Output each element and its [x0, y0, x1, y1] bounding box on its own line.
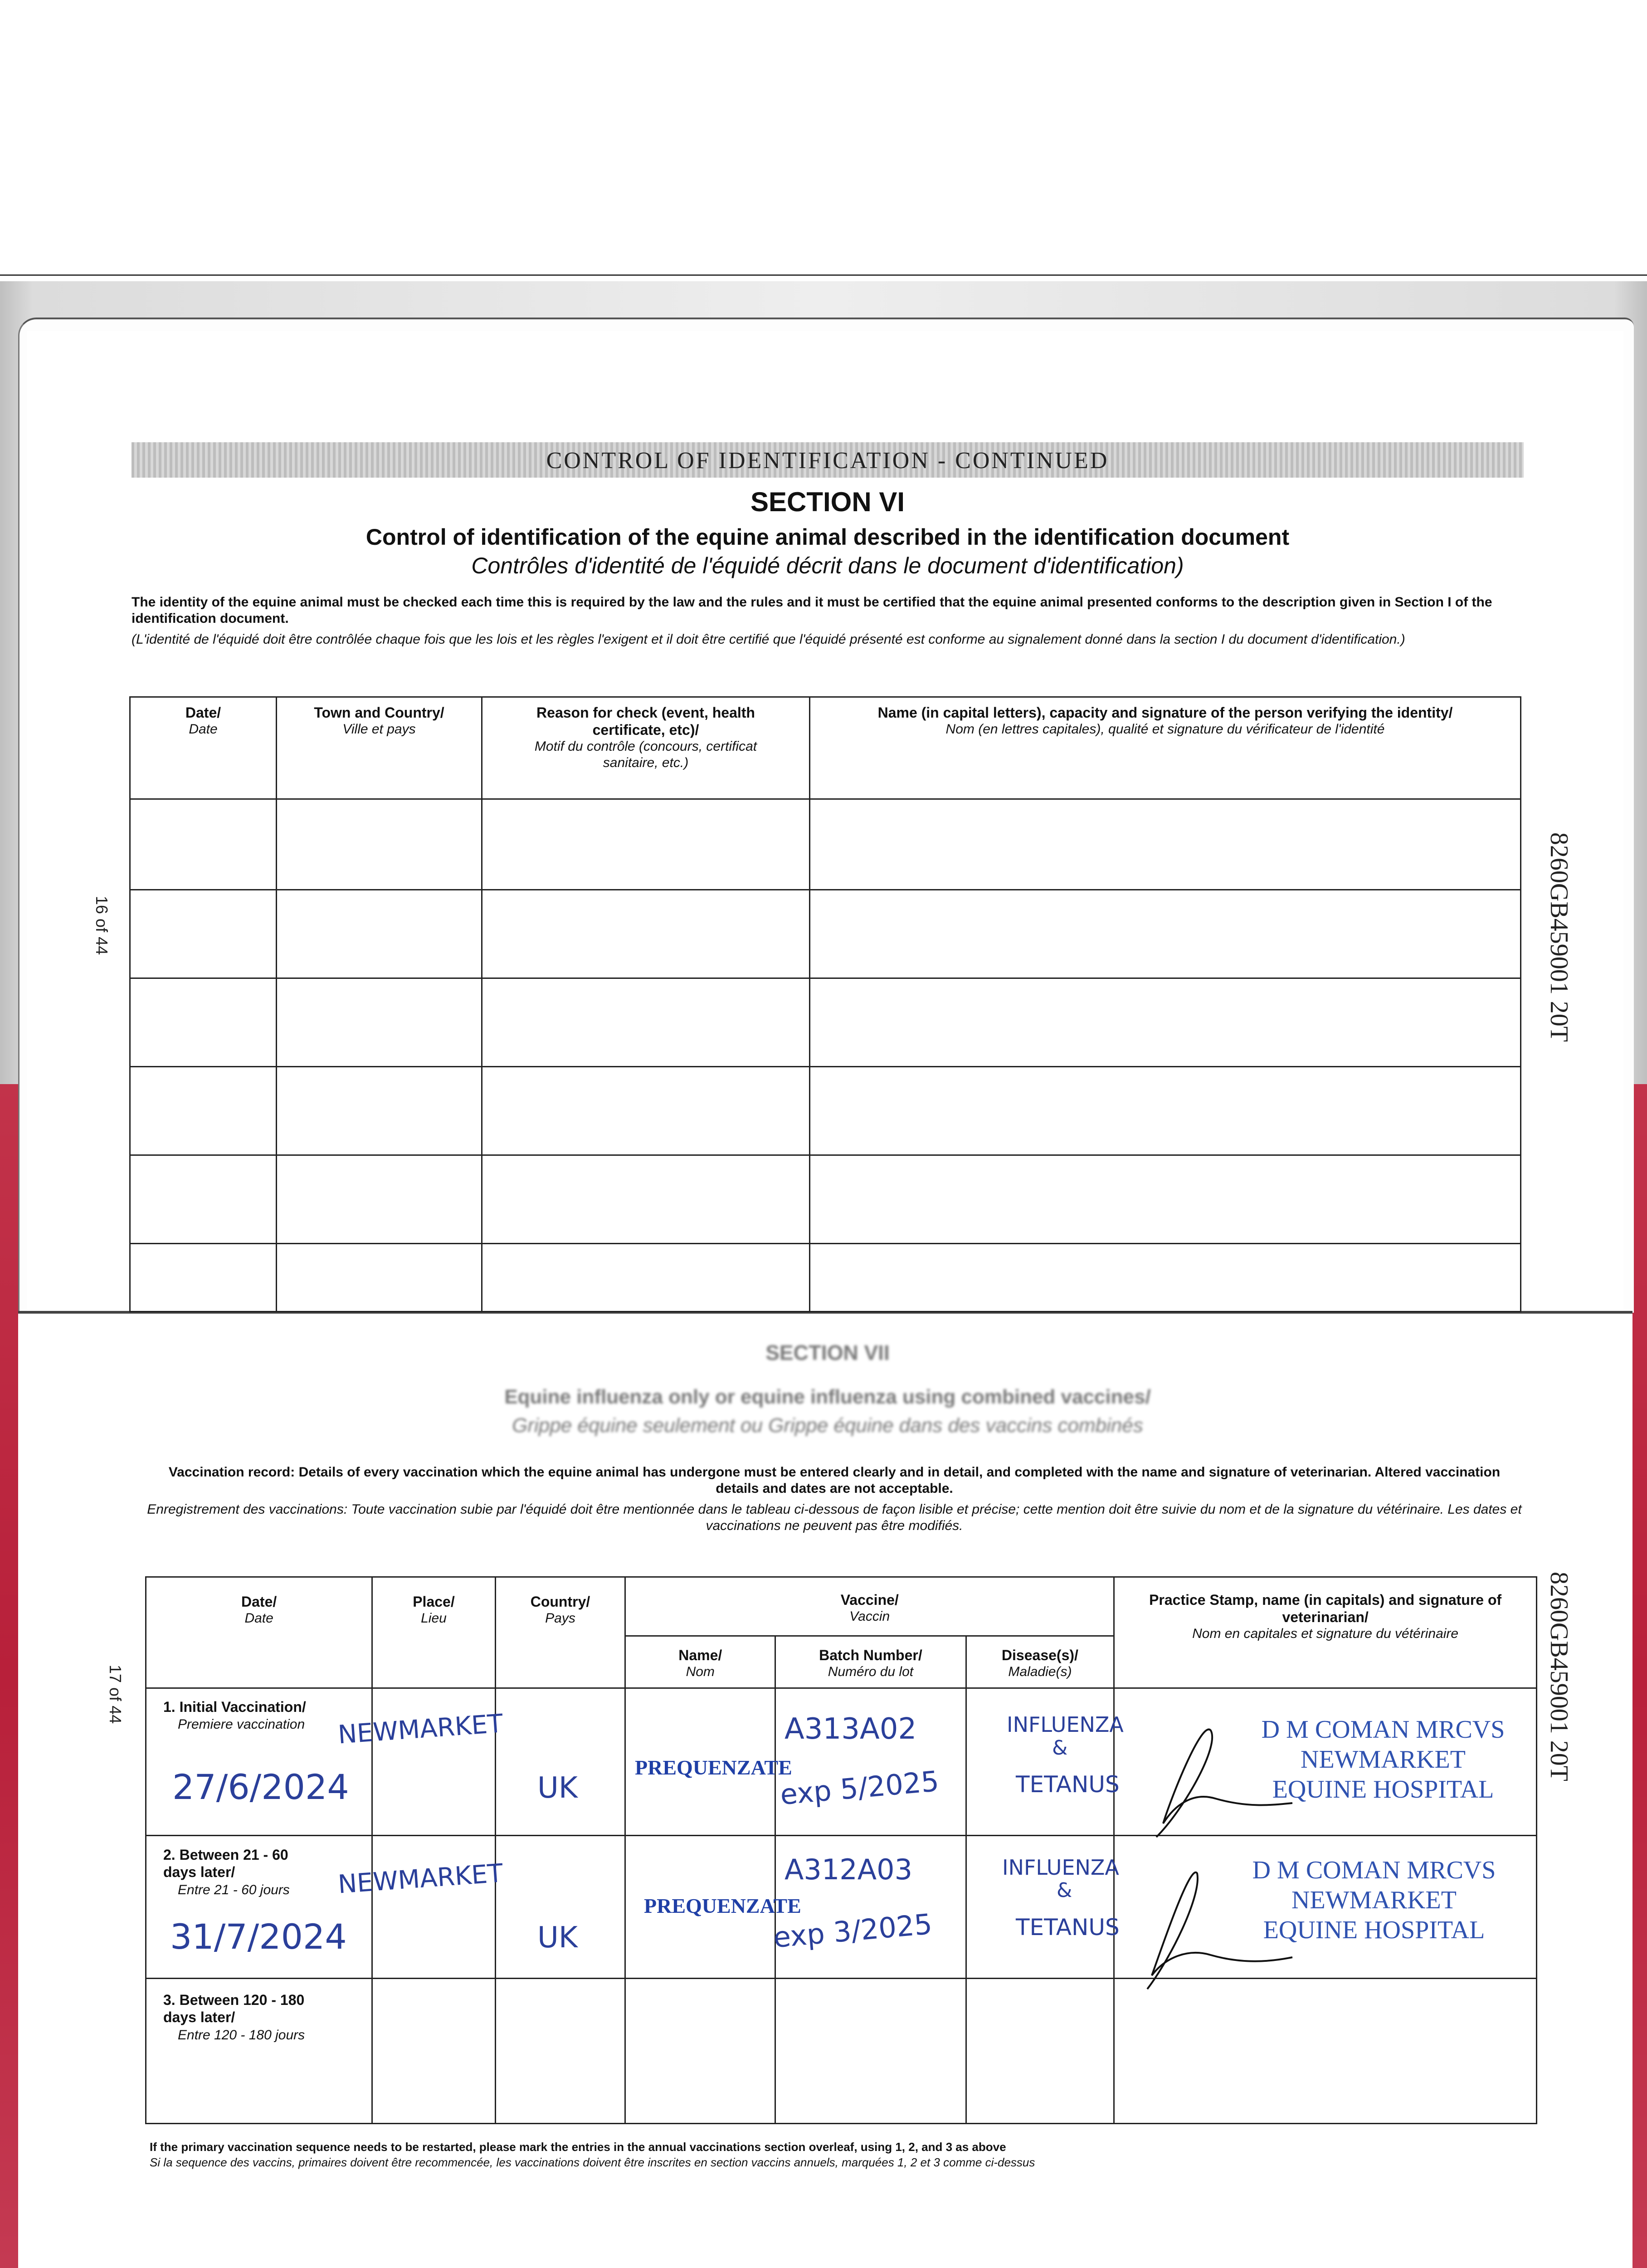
col-country-fr: Pays [545, 1611, 575, 1626]
row2-date: 31/7/2024 [170, 1916, 347, 1957]
cover-edge [0, 274, 1647, 284]
row1-ampersand: & [1052, 1736, 1068, 1760]
col-vaccine [625, 1577, 1114, 1636]
col-verifier-en: Name (in capital letters), capacity and signature of the person verifying the identity/ [877, 704, 1453, 721]
col-country-en: Country/ [530, 1593, 590, 1610]
stamp-line: EQUINE HOSPITAL [1272, 1775, 1494, 1804]
col-vaccine-en: Vaccine/ [840, 1592, 899, 1608]
row1-batch: A313A02 [785, 1712, 917, 1746]
row2-disease-1: INFLUENZA [1002, 1855, 1119, 1880]
col-vaccine-name [625, 1636, 775, 1688]
col-disease-fr: Maladie(s) [1008, 1664, 1072, 1679]
row3-label-fr: Entre 120 - 180 jours [178, 2028, 305, 2043]
row2-ampersand: & [1057, 1879, 1072, 1902]
col-vacc-date [146, 1577, 372, 1688]
section-vii-intro: Vaccination record: Details of every vaccination which the equine animal has undergone must be entered clearly and in detail, and completed with the name and signature of veterinarian. Altered vaccination details and dates are not acceptable. [168, 1465, 1501, 1496]
col-town [277, 697, 482, 799]
row2-disease-2: TETANUS [1016, 1914, 1120, 1941]
col-place-en: Place/ [413, 1593, 455, 1610]
row1-date: 27/6/2024 [172, 1767, 349, 1807]
col-vet-en: Practice Stamp, name (in capitals) and signature of veterinarian/ [1149, 1592, 1502, 1625]
section-vi-title-fr: Contrôles d'identité de l'équidé décrit dans le document d'identification) [471, 553, 1184, 578]
row2-label-fr: Entre 21 - 60 jours [178, 1882, 290, 1897]
stamp-line: NEWMARKET [1301, 1745, 1466, 1774]
stamp-line: D M COMAN MRCVS [1261, 1716, 1505, 1744]
row3-label: 3. Between 120 - 180 days later/ [163, 1992, 305, 2025]
section-vi-intro: The identity of the equine animal must be checked each time this is required by the law and the rules and it must be certified that the equine animal presented conforms to the description given in Section I of the identification document. [132, 595, 1492, 626]
background-top [0, 0, 1647, 290]
row2-place: NEWMARKET [337, 1858, 504, 1900]
footer-note-fr: Si la sequence des vaccins, primaires doivent être recommencée, les vaccinations doivent être inscrites en section vaccins annuels, marquées 1, 2 et 3 comme ci-dessus [150, 2156, 1035, 2169]
stamp-line: NEWMARKET [1291, 1886, 1457, 1914]
page-number-16: 16 of 44 [93, 896, 111, 955]
col-country [495, 1577, 625, 1688]
col-place-fr: Lieu [421, 1611, 447, 1626]
vet-signature-2 [1134, 1860, 1306, 1996]
identity-check-table [129, 696, 1521, 1312]
vaccination-table [145, 1576, 1537, 2124]
col-verifier-fr: Nom (en lettres capitales), qualité et signature du vérificateur de l'identité [945, 722, 1385, 737]
table-row [130, 890, 1521, 978]
col-vet [1114, 1577, 1537, 1688]
section-vii-intro-fr: Enregistrement des vaccinations: Toute vaccination subie par l'équidé doit être mentionnée dans le tableau ci-dessous de façon lisible et précise; cette mention doit être suivie du nom et de la signature du vétérinaire. Les dates et vaccinations ne peuvent pas être modifiés. [147, 1502, 1522, 1533]
row1-expiry: exp 5/2025 [779, 1764, 940, 1812]
col-town-en: Town and Country/ [314, 704, 444, 721]
page-number-17: 17 of 44 [106, 1665, 125, 1724]
col-batch-en: Batch Number/ [819, 1647, 922, 1663]
table-row [130, 978, 1521, 1067]
col-town-fr: Ville et pays [342, 722, 416, 737]
row1-disease-2: TETANUS [1016, 1771, 1120, 1798]
row1-label: 1. Initial Vaccination/ [163, 1699, 306, 1715]
col-vaccine-fr: Vaccin [849, 1609, 890, 1624]
row1-vaccine-name: PREQUENZATE [635, 1756, 792, 1779]
row1-label-fr: Premiere vaccination [178, 1717, 305, 1732]
col-vacc-date-en: Date/ [241, 1593, 277, 1610]
col-disease [966, 1636, 1114, 1688]
stamp-line: EQUINE HOSPITAL [1263, 1916, 1485, 1944]
col-vaccine-name-fr: Nom [686, 1664, 715, 1679]
table-row [130, 1244, 1521, 1312]
col-vacc-date-fr: Date [244, 1611, 273, 1626]
table-row [130, 799, 1521, 890]
table-row [146, 1979, 1537, 2124]
banner-title: CONTROL OF IDENTIFICATION - CONTINUED [546, 448, 1109, 474]
vet-signature-1 [1143, 1719, 1315, 1846]
section-vii-title-fr: Grippe équine seulement ou Grippe équine dans des vaccins combinés [512, 1414, 1143, 1437]
section-vi-title: Control of identification of the equine animal described in the identification document [365, 524, 1290, 550]
passport-number-top: 8260GB459001 20T [1545, 832, 1573, 1042]
row1-place: NEWMARKET [337, 1709, 504, 1750]
col-date-fr: Date [189, 722, 218, 737]
col-reason-fr: Motif du contrôle (concours, certificat sanitaire, etc.) [534, 739, 757, 770]
col-date-en: Date/ [185, 704, 221, 721]
col-place [372, 1577, 495, 1688]
section-vii-title: Equine influenza only or equine influenza using combined vaccines/ [504, 1386, 1151, 1408]
row2-label: 2. Between 21 - 60 days later/ [163, 1847, 288, 1880]
row2-batch: A312A03 [785, 1853, 913, 1886]
section-vii-heading: SECTION VII [765, 1341, 890, 1364]
row2-country: UK [537, 1921, 578, 1955]
col-vaccine-name-en: Name/ [678, 1647, 722, 1663]
col-date [130, 697, 277, 799]
stamp-line: D M COMAN MRCVS [1252, 1856, 1496, 1884]
table-row [130, 1067, 1521, 1155]
section-vi-intro-fr: (L'identité de l'équidé doit être contrôlée chaque fois que les lois et les règles l'exigent et il doit être certifié que l'équidé présenté est conforme au signalement donné dans la section I du document d'identification.) [132, 632, 1405, 647]
passport-number-bottom: 8260GB459001 20T [1545, 1572, 1573, 1781]
section-vi-heading: SECTION VI [750, 487, 905, 517]
col-batch-fr: Numéro du lot [828, 1664, 914, 1679]
col-batch [775, 1636, 966, 1688]
row2-vaccine-name: PREQUENZATE [644, 1894, 801, 1917]
col-reason-en: Reason for check (event, health certificate, etc)/ [536, 704, 755, 738]
row1-country: UK [537, 1771, 578, 1805]
row1-disease-1: INFLUENZA [1007, 1712, 1124, 1737]
col-vet-fr: Nom en capitales et signature du vétérinaire [1192, 1626, 1459, 1641]
col-reason [482, 697, 810, 799]
col-disease-en: Disease(s)/ [1001, 1647, 1078, 1663]
table-row [130, 1155, 1521, 1244]
col-verifier [810, 697, 1521, 799]
row2-expiry: exp 3/2025 [772, 1907, 934, 1955]
footer-note: If the primary vaccination sequence needs to be restarted, please mark the entries in the annual vaccinations section overleaf, using 1, 2, and 3 as above [150, 2140, 1006, 2154]
